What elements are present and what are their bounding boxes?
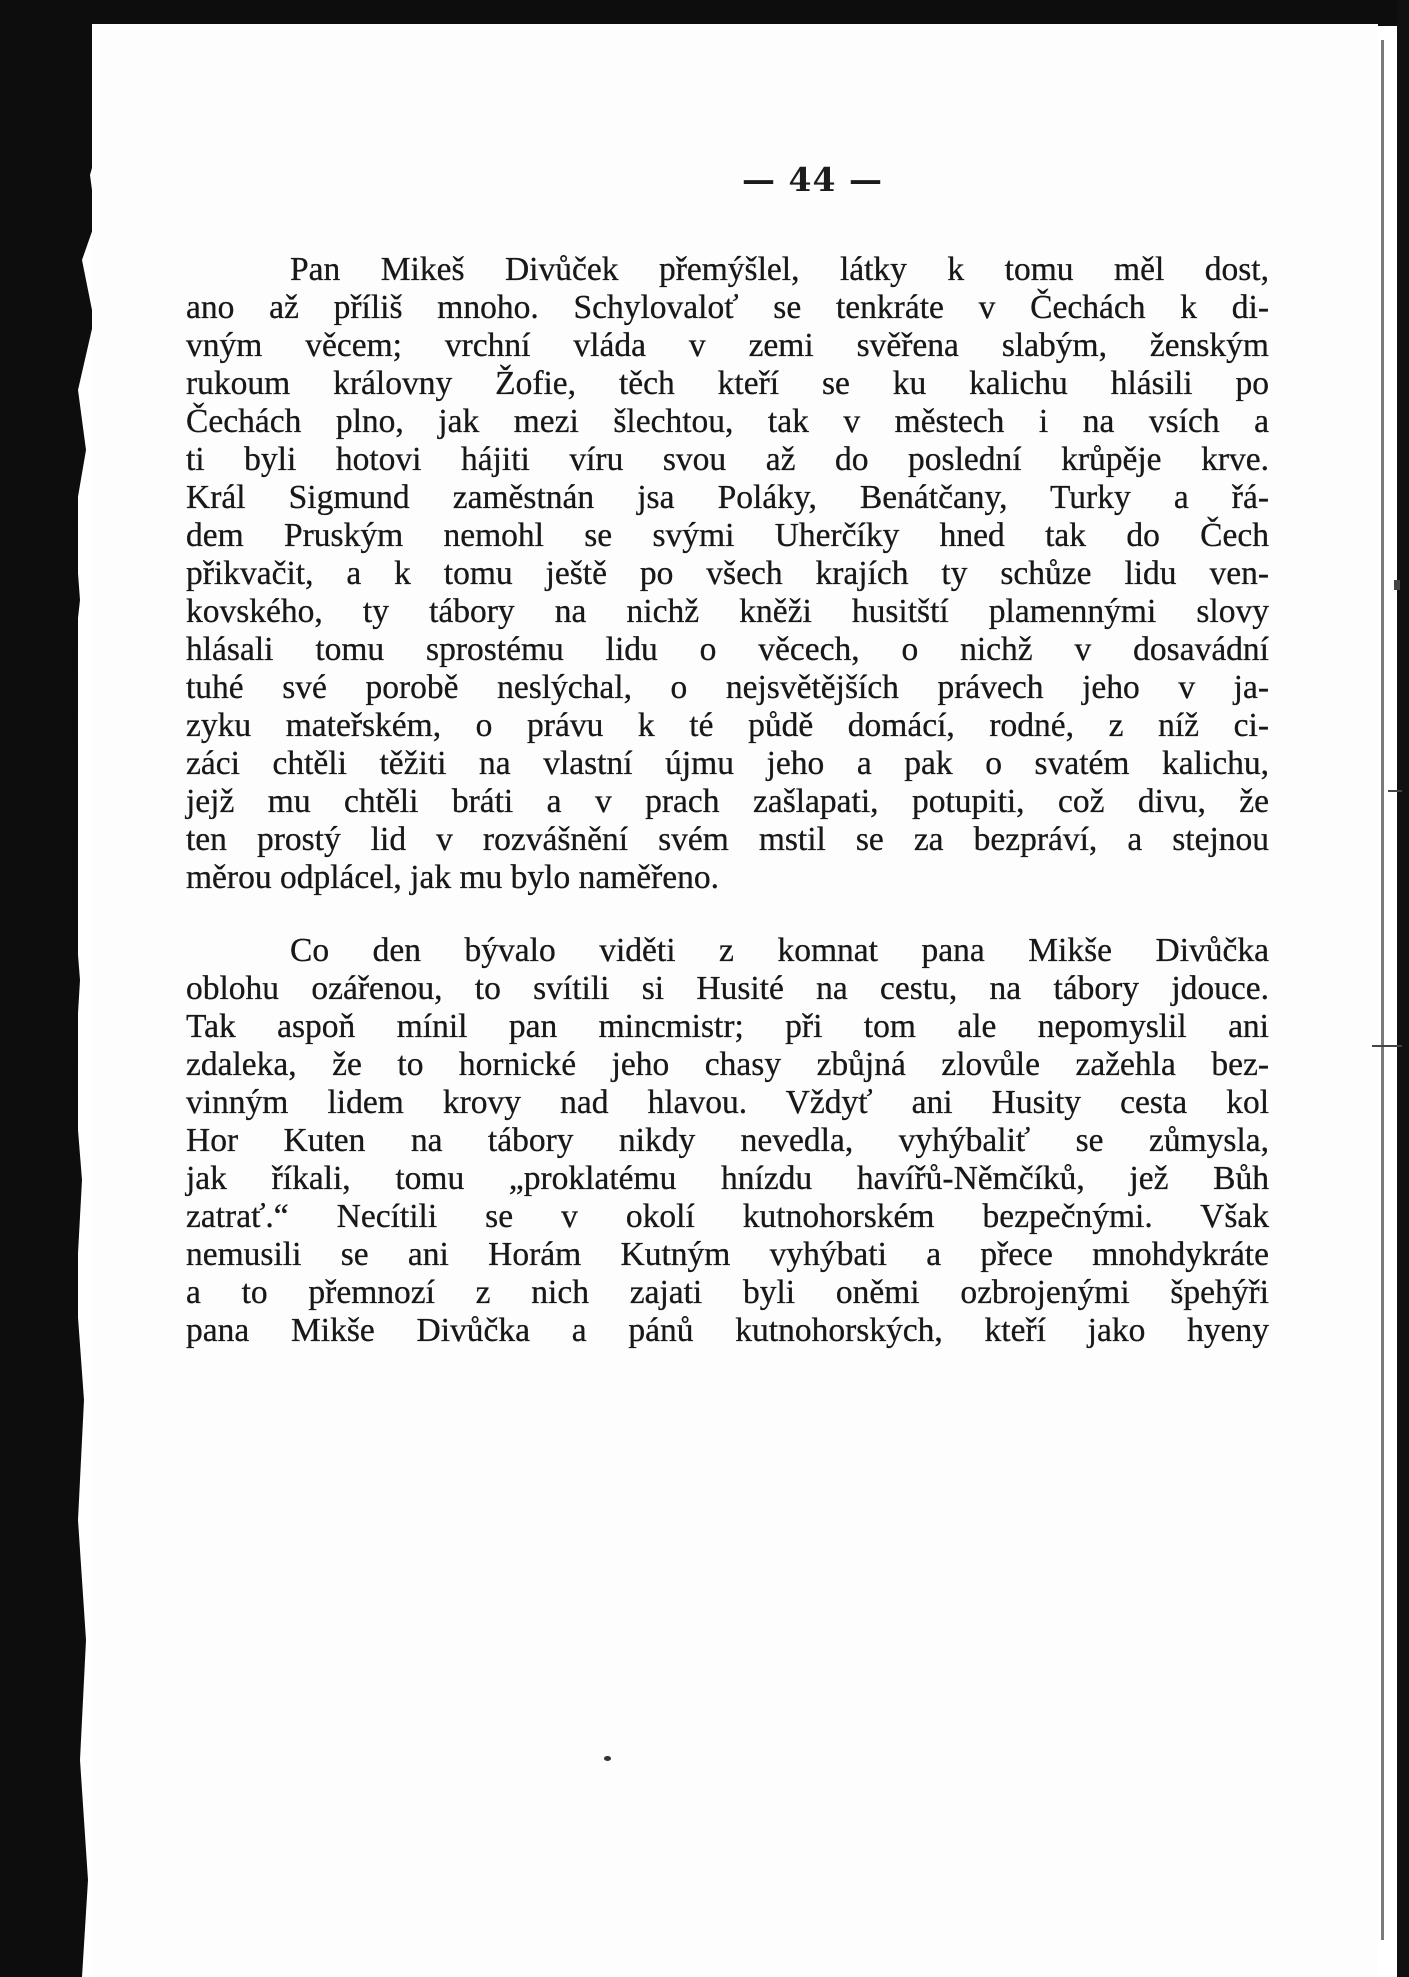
text-line: a to přemnozí z nich zajati byli oněmi ozbrojenými špehýři: [186, 1274, 1269, 1311]
text-line: zatrať.“ Necítili se v okolí kutnohorském bezpečnými. Však: [186, 1198, 1269, 1235]
margin-mark: [1388, 790, 1402, 792]
text-line: měrou odplácel, jak mu bylo naměřeno.: [186, 859, 720, 896]
text-line: Král Sigmund zaměstnán jsa Poláky, Benátčany, Turky a řá-: [186, 479, 1269, 516]
scan-border-right-line: [1381, 40, 1384, 1940]
text-line: jejž mu chtěli bráti a v prach zašlapati, potupiti, což divu, že: [186, 783, 1269, 820]
text-line: jak říkali, tomu „proklatému hnízdu havířů-Němčíků, jež Bůh: [186, 1160, 1269, 1197]
text-line: kovského, ty tábory na nichž kněži husitští plamennými slovy: [186, 593, 1269, 630]
text-line: Pan Mikeš Divůček přemýšlel, látky k tomu měl dost,: [290, 251, 1269, 288]
text-line: Čechách plno, jak mezi šlechtou, tak v městech i na vsích a: [186, 403, 1269, 440]
text-line: tuhé své porobě neslýchal, o nejsvětějších právech jeho v ja-: [186, 669, 1269, 706]
text-line: Co den bývalo viděti z komnat pana Mikše Divůčka: [290, 932, 1269, 969]
scan-border-top: [0, 0, 1409, 26]
page-number: — 44 —: [742, 160, 883, 199]
text-line: rukoum královny Žofie, těch kteří se ku kalichu hlásili po: [186, 365, 1269, 402]
text-line: záci chtěli těžiti na vlastní újmu jeho a pak o svatém kalichu,: [186, 745, 1269, 782]
text-line: zyku mateřském, o právu k té půdě domácí, rodné, z níž ci-: [186, 707, 1269, 744]
paragraph-2: [186, 932, 1269, 1350]
text-line: zdaleka, že to hornické jeho chasy zbůjná zlovůle zažehla bez-: [186, 1046, 1269, 1083]
text-line: ano až příliš mnoho. Schylovaloť se tenkráte v Čechách k di-: [186, 289, 1269, 326]
text-line: ten prostý lid v rozvášnění svém mstil se za bezpráví, a stejnou: [186, 821, 1269, 858]
body-text: [186, 251, 1269, 1350]
text-line: přikvačit, a k tomu ještě po všech krajích ty schůze lidu ven-: [186, 555, 1269, 592]
text-line: nemusili se ani Horám Kutným vyhýbati a přece mnohdykráte: [186, 1236, 1269, 1273]
scan-border-right: [1397, 0, 1409, 1977]
text-line: Hor Kuten na tábory nikdy nevedla, vyhýbaliť se zůmysla,: [186, 1122, 1269, 1159]
text-line: pana Mikše Divůčka a pánů kutnohorských, kteří jako hyeny: [186, 1312, 1269, 1349]
text-line: hlásali tomu sprostému lidu o věcech, o nichž v dosavádní: [186, 631, 1269, 668]
text-line: oblohu ozářenou, to svítili si Husité na cestu, na tábory jdouce.: [186, 970, 1269, 1007]
margin-mark: [1394, 580, 1400, 590]
margin-mark: [1372, 1045, 1402, 1047]
paragraph-1: [186, 251, 1269, 897]
text-line: Tak aspoň mínil pan mincmistr; při tom ale nepomyslil ani: [186, 1008, 1269, 1045]
ink-speck: [604, 1756, 611, 1761]
text-line: dem Pruským nemohl se svými Uherčíky hned tak do Čech: [186, 517, 1269, 554]
text-line: vným věcem; vrchní vláda v zemi svěřena slabým, ženským: [186, 327, 1269, 364]
text-line: ti byli hotovi hájiti víru svou až do poslední krůpěje krve.: [186, 441, 1269, 478]
text-line: vinným lidem krovy nad hlavou. Vždyť ani Husity cesta kol: [186, 1084, 1269, 1121]
